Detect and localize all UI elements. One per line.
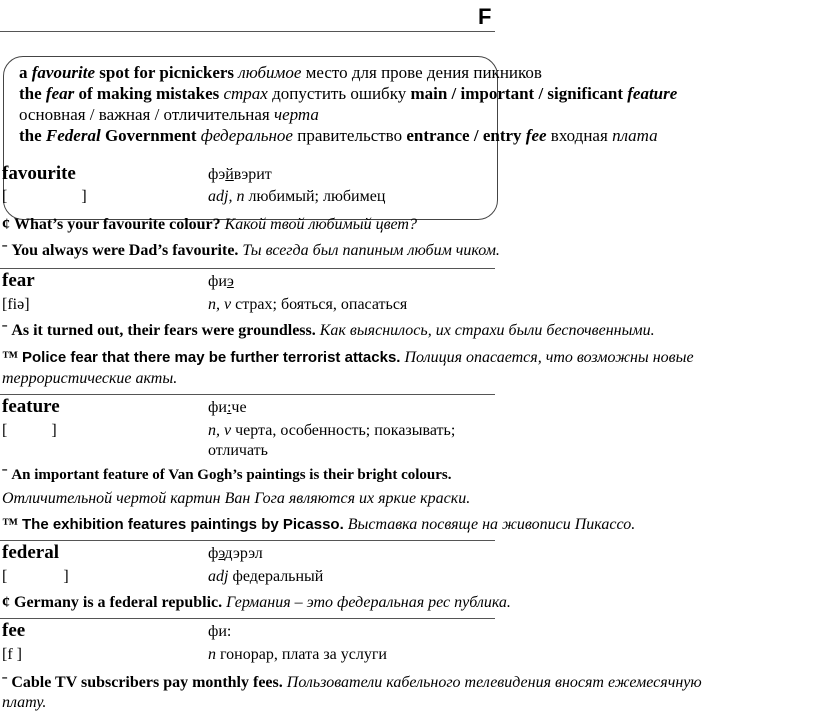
headword-favourite: favourite xyxy=(2,163,76,184)
ipa-fee: [f ] xyxy=(2,646,22,663)
meaning-feature-cont: отличать xyxy=(208,442,268,459)
phrase-line-4: the Federal Government федеральное правительство entrance / entry fee входная плата xyxy=(19,126,658,145)
transcription-fee: фи: xyxy=(208,623,232,640)
ipa-favourite: [ ] xyxy=(2,188,87,205)
example-fee-1-cont: плату. xyxy=(2,694,47,711)
headword-fee: fee xyxy=(2,620,26,641)
page-letter: F xyxy=(478,4,492,29)
transcription-fear: фиэ xyxy=(208,273,234,290)
meaning-federal: adj федеральный xyxy=(208,568,324,585)
ipa-feature: [ ] xyxy=(2,422,57,439)
example-feature-1-translation: Отличительной чертой картин Ван Гога являются их яркие краски. xyxy=(2,490,471,507)
headword-federal: federal xyxy=(2,542,59,563)
example-favourite-1: ¢ What’s your favourite colour? Какой твой любимый цвет? xyxy=(2,216,417,233)
example-federal-1: ¢ Germany is a federal republic. Германия – это федеральная рес публика. xyxy=(2,594,511,611)
ipa-fear: [fiə] xyxy=(2,296,30,313)
entry-divider xyxy=(0,268,495,269)
transcription-federal: фэдэрэл xyxy=(208,545,263,562)
transcription-favourite: фэйвэрит xyxy=(208,166,272,183)
entry-divider xyxy=(0,540,495,541)
headword-feature: feature xyxy=(2,396,60,417)
example-feature-2: ™ The exhibition features paintings by Picasso. Выставка посвяще на живописи Пикассо. xyxy=(2,516,636,533)
entry-divider xyxy=(0,618,495,619)
example-fear-2: ™ Police fear that there may be further terrorist attacks. Полиция опасается, что возможны новые xyxy=(2,349,694,366)
example-feature-1: ˉ An important feature of Van Gogh’s paintings is their bright colours. xyxy=(2,466,452,483)
ipa-federal: [ ] xyxy=(2,568,69,585)
example-favourite-2: ˉ You always were Dad’s favourite. Ты всегда был папиным любим чиком. xyxy=(2,242,500,259)
meaning-favourite: adj, n любимый; любимец xyxy=(208,188,386,205)
meaning-fee: n гонорар, плата за услуги xyxy=(208,646,387,663)
entry-divider xyxy=(0,394,495,395)
meaning-fear: n, v страх; бояться, опасаться xyxy=(208,296,408,313)
meaning-feature: n, v черта, особенность; показывать; xyxy=(208,422,456,439)
transcription-feature: фи:че xyxy=(208,399,247,416)
phrase-line-2: the fear of making mistakes страх допустить ошибку main / important / significant feature xyxy=(19,84,678,103)
header-divider xyxy=(0,31,495,32)
example-fear-2-cont: террористические акты. xyxy=(2,370,178,387)
phrase-line-1: a favourite spot for picnickers любимое место для прове дения пикников xyxy=(19,63,542,82)
phrase-line-3: основная / важная / отличительная черта xyxy=(19,105,319,124)
example-fee-1: ˉ Cable TV subscribers pay monthly fees. Пользователи кабельного телевидения вносят ежемесячную xyxy=(2,674,702,691)
example-fear-1: ˉ As it turned out, their fears were groundless. Как выяснилось, их страхи были беспочвенными. xyxy=(2,322,655,339)
headword-fear: fear xyxy=(2,270,35,291)
